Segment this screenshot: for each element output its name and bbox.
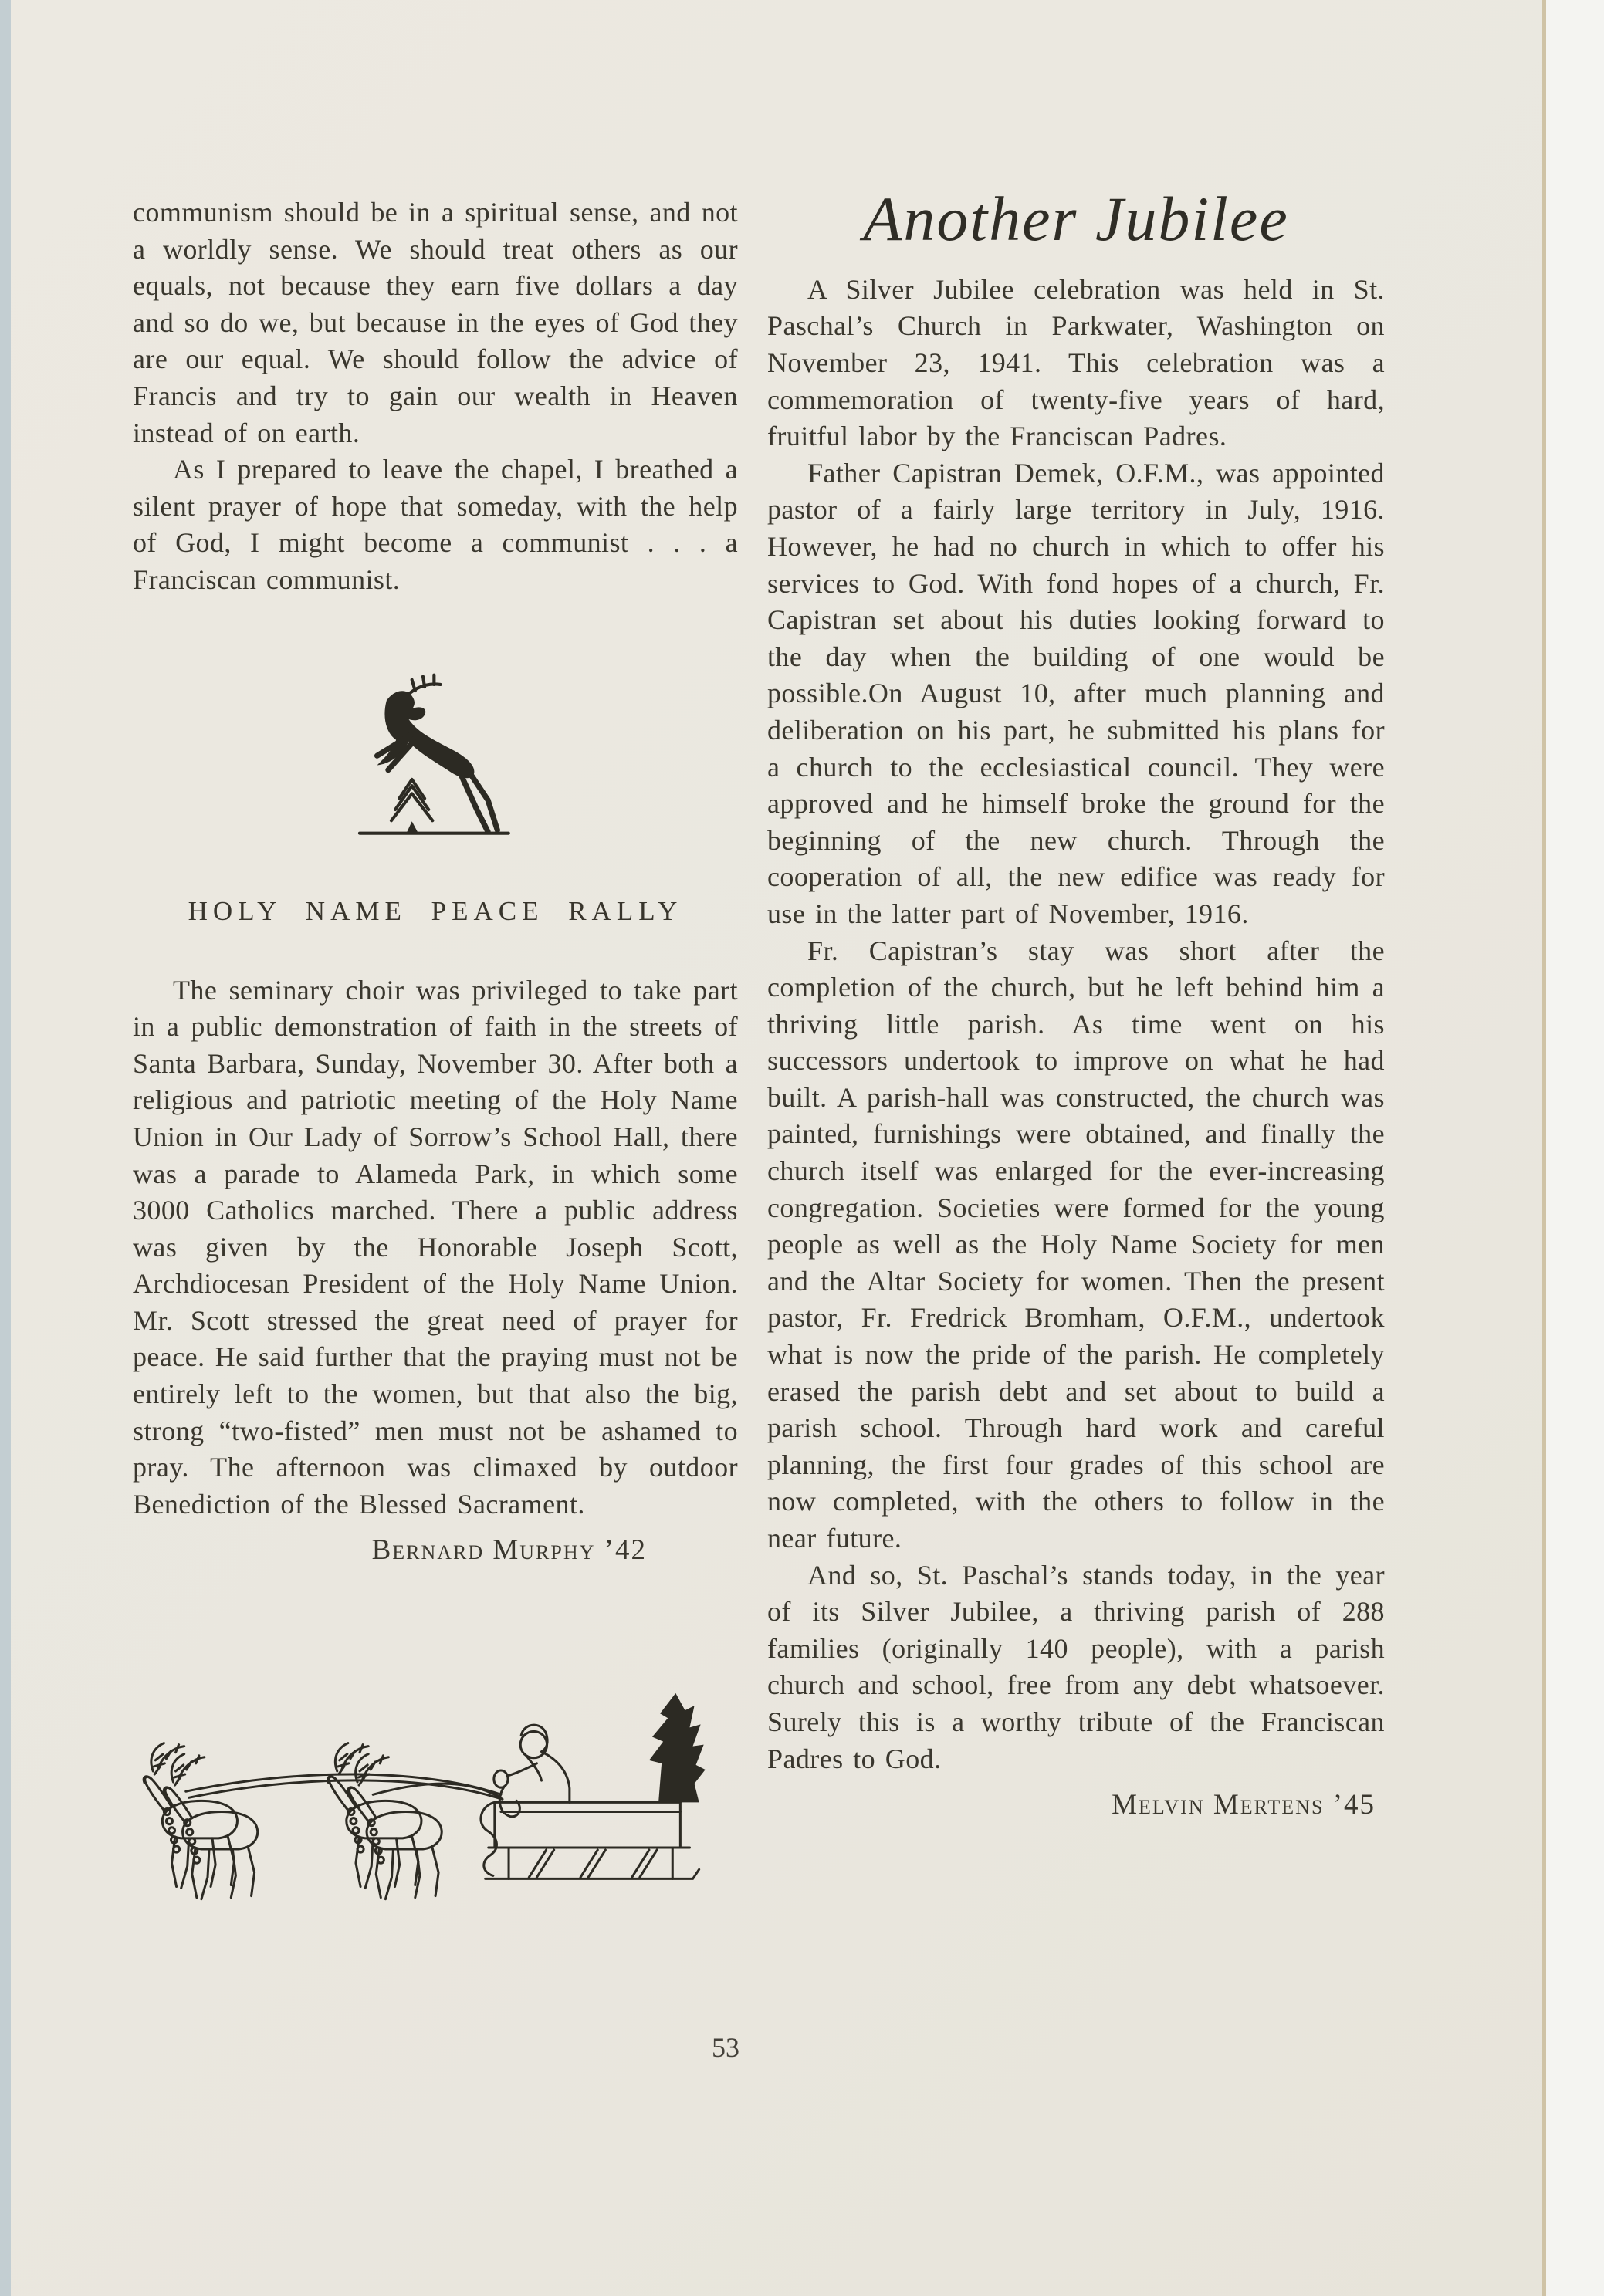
left-column [133,194,738,1903]
section-paragraph: The seminary choir was privileged to take part in a public demonstration of faith in the streets of Santa Barbara, Sunday, November 30. After both a religious and patriotic meeting of the Holy Name Union in Our Lady of Sorrow’s School Hall, there was a parade to Alameda Park, in which some 3000 Catholics marched. There a public address was given by the Honorable Joseph Scott, Archdiocesan President of the Holy Name Union. Mr. Scott stressed the great need of prayer for peace. He said further that the praying must not be entirely left to the women, but that also the big, strong “two-fisted” men must not be ashamed to pray. The afternoon was climaxed by outdoor Benediction of the Blessed Sacrament. [133,974,738,1520]
scan-edge-strip [0,0,11,2296]
page-number: 53 [712,2032,739,2063]
sleigh-vignette-illustration [134,1644,727,1903]
deer-vignette-illustration [335,654,574,844]
page-edge-line [1542,0,1546,2296]
article-title: Another Jubilee [863,184,1289,254]
leaping-deer-icon [335,654,574,844]
continuation-paragraph: communism should be in a spiritual sense, and not a worldly sense. We should treat others as our equals, not because they earn five dollars a day and so do we, but because in the eyes of God they are our equal. We should follow the advice of Francis and try to gain our wealth in Heaven instead of on earth. [133,197,738,448]
paragraph: As I prepared to leave the chapel, I breathed a silent prayer of hope that someday, with the help of God, I might become a communist . . . a Franciscan communist. [133,454,738,595]
paragraph: Fr. Capistran’s stay was short after the completion of the church, but he left behind him a thriving little parish. As time went on his successors undertook to improve on what he had built. A parish-hall was constructed, the church was painted, furnishings were obtained, and finally the church itself was enlarged for the ever-increasing congregation. Societies were formed for the young people as well as the Holy Name Society for men and the Altar Society for women. Then the present pastor, Fr. Fredrick Bromham, O.F.M., undertook what is now the pride of the parish. He completely erased the parish debt and set about to build a parish school. Through hard work and careful planning, the first four grades of this school are now completed, with the others to follow in the near future. [767,935,1385,1554]
paragraph: A Silver Jubilee celebration was held in St. Paschal’s Church in Parkwater, Washington on November 23, 1941. This celebration was a commemoration of twenty-five years of hard, fruitful labor by the Franciscan Padres. [767,273,1385,452]
section-heading: HOLY NAME PEACE RALLY [188,895,683,926]
paragraph: Father Capistran Demek, O.F.M., was appointed pastor of a fairly large territory in July, 1916. However, he had no church in which to offer his services to God. With fond hopes of a church, Fr. Capistran set about his duties looking forward to the day when the building of one would be possible.On August 10, after much planning and deliberation on his part, he submitted his plans for a church to the ecclesiastical council. They were approved and he himself broke the ground for the beginning of the new church. Through the cooperation of all, the new edifice was ready for use in the latter part of November, 1916. [767,457,1385,929]
right-column [767,184,1385,1821]
author-byline: Melvin Mertens ’45 [1112,1789,1376,1821]
santa-sleigh-icon [134,1644,727,1903]
paragraph: And so, St. Paschal’s stands today, in the year of its Silver Jubilee, a thriving parish of 288 families (originally 140 people), with a parish church and school, free from any debt whatsoever. Surely this is a worthy tribute of the Franciscan Padres to God. [767,1559,1385,1774]
author-byline: Bernard Murphy ’42 [371,1534,647,1567]
